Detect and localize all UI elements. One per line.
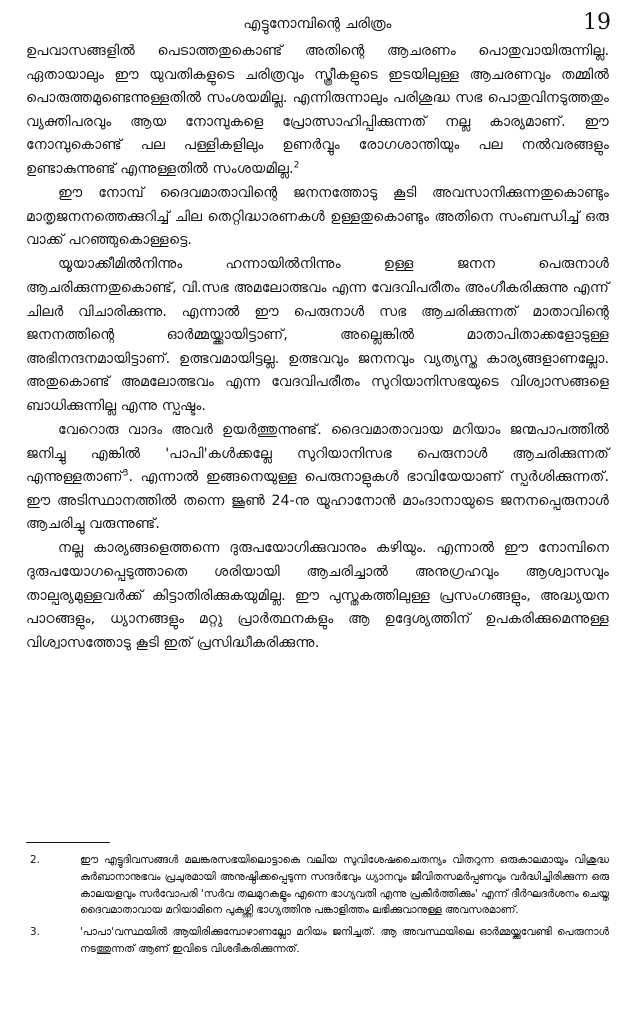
paragraph-text-continued: . എന്നാൽ ഇങ്ങനെയുള്ള പെരുനാളുകൾ ഭാവിയേയാണ് സ്പർശിക്കുന്നത്. ഈ അടിസ്ഥാനത്തിൽ തന്നെ ജൂൺ 24-നു യൂഹാനോൻ മാംദാനായുടെ ജനനപ്പെരുനാൾ ആചരിച്ചു വരുന്നുണ്ട്.: [26, 469, 609, 533]
footnote-number: 2.: [30, 854, 40, 866]
paragraph: നല്ല കാര്യങ്ങളെത്തന്നെ ദുരുപയോഗിക്കുവാനും കഴിയും. എന്നാൽ ഈ നോമ്പിനെ ദുരുപയോഗപ്പെടുത്താതെ ശരിയായി ആചരിച്ചാൽ അനുഗ്രഹവും ആശ്വാസവും താല്പര്യമുള്ളവർക്ക് കിട്ടാതിരിക്കുകയുമില്ല. ഈ പുസ്തകത്തിലുള്ള പ്രസംഗങ്ങളും, അദ്ധ്യയന പാഠങ്ങളും, ധ്യാനങ്ങളും മറ്റു പ്രാർത്ഥനകളും ആ ഉദ്ദേശ്യത്തിന് ഉപകരിക്കുമെന്നുള്ള വിശ്വാസത്തോടു കൂടി ഇത് പ്രസിദ്ധീകരിക്കുന്നു.: [26, 540, 609, 651]
paragraph: ഈ നോമ്പ് ദൈവമാതാവിന്റെ ജനനത്തോടു കൂടി അവസാനിക്കുന്നതുകൊണ്ടും മാതൃജനനത്തെക്കുറിച്ച് ചില തെറ്റിദ്ധാരണകൾ ഉള്ളതുകൊണ്ടും അതിനെ സംബന്ധിച്ച് ഒരു വാക്ക് പറഞ്ഞുകൊള്ളട്ടെ.: [26, 185, 609, 249]
footnote-ref: 3: [122, 468, 129, 479]
paragraph-text: വേറൊരു വാദം അവർ ഉയർത്തുന്നുണ്ട്. ദൈവമാതാവായ മറിയാം ജന്മപാപത്തിൽ ജനിച്ചു എങ്കിൽ 'പാപി'കൾക്കല്ലേ സുറിയാനിസഭ പെരുനാൾ ആചരിക്കുന്നത് എന്നുള്ളതാണ്: [26, 422, 609, 486]
footnote-text: 'പാപാ'വസ്ഥയിൽ ആയിരിക്കുമ്പോഴാണല്ലോ മറിയം ജനിച്ചത്. ആ അവസ്ഥയിലെ ഓർമ്മയ്ക്കുവേണ്ടി പെരുനാൾ നടത്തുന്നത് ആണ് ഇവിടെ വിശദീകരിക്കുന്നത്.: [80, 926, 609, 955]
paragraph: യൂയാക്കീമിൽനിന്നും ഹന്നായിൽനിന്നും ഉള്ള ജനന പെരുനാൾ ആചരിക്കുന്നതുകൊണ്ട്, വി.സഭ അമലോത്ഭവം എന്ന വേദവിപരീതം അംഗീകരിക്കുന്നു എന്ന് ചിലർ വിചാരിക്കുന്നു. എന്നാൽ ഈ പെരുനാൾ സഭ ആചരിക്കുന്നത് മാതാവിന്റെ ജനനത്തിന്റെ ഓർമ്മയ്ക്കായിട്ടാണ്, അല്ലെങ്കിൽ മാതാപിതാക്കളോടുള്ള അഭിനന്ദനമായിട്ടാണ്. ഉത്ഭവമായിട്ടല്ല. ഉത്ഭവവും ജനനവും വ്യത്യസ്ത കാര്യങ്ങളാണല്ലോ. അതുകൊണ്ട് അമലോത്ഭവം എന്ന വേദവിപരീതം സുറിയാനിസഭയുടെ വിശ്വാസങ്ങളെ ബാധിക്കുന്നില്ല എന്നു സ്പഷ്ടം.: [26, 256, 609, 414]
running-title: എട്ടുനോമ്പിന്റെ ചരിത്രം: [243, 16, 392, 32]
footnotes: [26, 852, 609, 963]
footnote-number: 3.: [30, 926, 40, 939]
paragraph: [26, 419, 609, 537]
page-number: 19: [583, 10, 611, 35]
main-text: [26, 40, 609, 655]
footnote-ref: 2: [293, 160, 300, 171]
footnote-text: ഈ എട്ടുദിവസങ്ങൾ മലങ്കരസഭയിലൊട്ടാകെ വലിയ സുവിശേഷചൈതന്യം വിതറുന്ന ഒരുകാലമായും വിശുദ്ധ കുർബാനാനുഭവം പ്രചുരമായി അനുഷ്ഠിക്കപ്പെടുന്ന സന്ദർഭവും ധ്യാനവും ജീവിതസമർപ്പണവും വർദ്ധിച്ചിരിക്കുന്ന ഒരു കാലയളവും സർവോപരി 'സർവ തലമുറകളും എന്നെ ഭാഗ്യവതി എന്നു പ്രകീർത്തിക്കും' എന്ന് ദീർഘദർശനം ചെയ്ത ദൈവമാതാവായ മറിയാമിനെ പുകഴ്ത്തി ഭാഗ്യത്തിനു പങ്കാളിത്തം ലഭിക്കുവാനുള്ള അവസരമാണ്.: [80, 854, 609, 917]
paragraph: [26, 40, 609, 182]
footnote-divider: [26, 842, 110, 843]
footnote: [26, 924, 609, 958]
running-header: [0, 8, 635, 42]
footnote: [26, 852, 609, 919]
paragraph-text: ഉപവാസങ്ങളിൽ പെടാത്തതുകൊണ്ട് അതിന്റെ ആചരണം പൊതുവായിരുന്നില്ല. ഏതായാലും ഈ യുവതികളുടെ ചരിത്രവും സ്ത്രീകളുടെ ഇടയിലുള്ള ആചരണവും തമ്മിൽ പൊരുത്തമുണ്ടെന്നുള്ളതിൽ സംശയമില്ല. എന്നിരുന്നാലും പരിശുദ്ധ സഭ പൊതുവിനടുത്തതും വ്യക്തിപരവും ആയ നോമ്പുകളെ പ്രോത്സാഹിപ്പിക്കുന്നത് നല്ല കാര്യമാണ്. ഈ നോമ്പുകൊണ്ട് പല പള്ളികളിലും ഉണർവ്വും രോഗശാന്തിയും പല നൽവരങ്ങളും ഉണ്ടാകുന്നുണ്ട് എന്നുള്ളതിൽ സംശയമില്ല.: [26, 43, 609, 177]
